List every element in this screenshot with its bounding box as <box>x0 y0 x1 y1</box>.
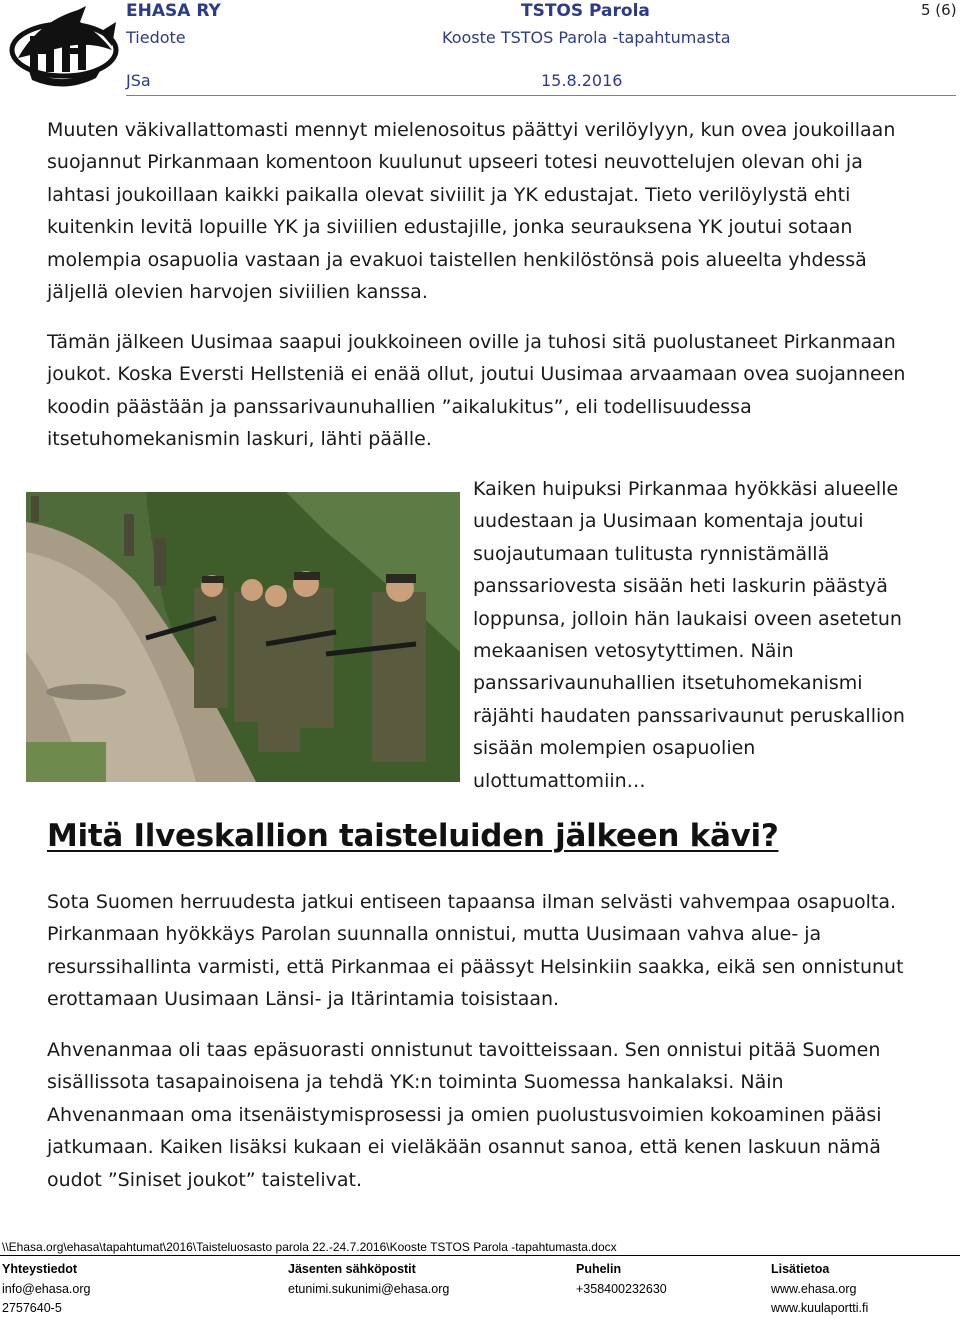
footer-file-path: \\Ehasa.org\ehasa\tapahtumat\2016\Taisteluosasto parola 22.-24.7.2016\Kooste TSTOS Parola -tapahtumasta.docx <box>2 1240 617 1254</box>
footer-member-email-heading: Jäsenten sähköpostit <box>288 1262 416 1276</box>
paragraph-war-continues: Sota Suomen herruudesta jatkui entiseen tapaansa ilman selvästi vahvempaa osapuolta. Pirkanmaan hyökkäys Parolan suunnalla onnistui, mutta Uusimaan vahva alue- ja resurssihallinta varmisti, että Pirkanmaa ei päässyt Helsinkiin saakka, eikä sen onnistunut erottamaan Uusimaan Länsi- ja Itärintamia toisistaan. <box>47 891 904 1011</box>
paragraph-uusimaa-arrival: Tämän jälkeen Uusimaa saapui joukkoineen oville ja tuhosi sitä puolustaneet Pirkanmaan joukot. Koska Eversti Hellsteniä ei enää ollut, joutui Uusimaa arvaamaan ovea suojanneen koodin päästään ja panssarivaunuhallien ”aikalukitus”, eli todellisuudessa itsetuhomekanismin laskuri, lähti päälle. <box>47 331 906 451</box>
header-event: TSTOS Parola <box>521 1 650 21</box>
header-doc-type: Tiedote <box>126 28 186 47</box>
ehasa-logo <box>8 2 120 94</box>
footer-link-ehasa[interactable]: www.ehasa.org <box>771 1282 857 1296</box>
paragraph-massacre: Muuten väkivallattomasti mennyt mielenosoitus päättyi verilöylyyn, kun ovea joukoillaan suojannut Pirkanmaan komentoon kuulunut upseeri totesi neuvottelujen olevan ohi ja lahtasi joukoillaan kaikki paikalla olevat siviilit ja YK edustajat. Tieto verilöylystä ehti kuitenkin levitä lopuille YK ja siviilien edustajille, jonka seurauksena YK joutui sotaan molempia osapuolia vastaan ja evakuoi taistellen henkilöstönsä pois alueelta yhdessä jäljellä olevien harvojen siviilien kanssa. <box>47 119 896 304</box>
footer-phone-heading: Puhelin <box>576 1262 622 1276</box>
footer-business-id: 2757640-5 <box>2 1301 62 1315</box>
footer-contacts-heading: Yhteystiedot <box>2 1262 78 1276</box>
header-author: JSa <box>126 71 151 90</box>
paragraph-final-attack: Kaiken huipuksi Pirkanmaa hyökkäsi alueelle uudestaan ja Uusimaan komentaja joutui suojautumaan tulitusta rynnistämällä panssariovesta sisään heti laskurin päästyä loppunsa, jolloin hän laukaisi oveen asetetun mekaanisen vetosytyttimen. Näin panssarivaunuhallien itsetuhomekanismi räjähti haudaten panssarivaunut peruskallion sisään molempien osapuolien ulottumattomiin… <box>473 478 905 792</box>
section-heading: Mitä Ilveskallion taisteluiden jälkeen kävi? <box>47 818 779 854</box>
header-date: 15.8.2016 <box>541 71 623 90</box>
footer-divider <box>0 1255 960 1256</box>
paragraph-ahvenanmaa: Ahvenanmaa oli taas epäsuorasti onnistunut tavoitteissaan. Sen onnistui pitää Suomen sisällissota tasapainoisena ja tehdä YK:n toiminta Suomessa hankalaksi. Näin Ahvenanmaan oma itsenäistymisprosessi ja omien puolustusvoimien kokoaminen pääsi jatkumaan. Kaiken lisäksi kukaan ei vieläkään osannut sanoa, että kenen laskuun nämä oudot ”Siniset joukot” taistelivat. <box>47 1039 882 1191</box>
page-number: 5 (6) <box>921 1 957 19</box>
footer-link-kuulaportti[interactable]: www.kuulaportti.fi <box>771 1301 869 1315</box>
header-org: EHASA RY <box>126 1 221 21</box>
header-divider <box>126 95 956 96</box>
header-subtitle: Kooste TSTOS Parola -tapahtumasta <box>442 28 731 47</box>
footer-member-email: etunimi.sukunimi@ehasa.org <box>288 1282 450 1296</box>
footer-info-heading: Lisätietoa <box>771 1262 830 1276</box>
footer-contact-email[interactable]: info@ehasa.org <box>2 1282 91 1296</box>
soldiers-photo <box>26 492 460 782</box>
footer-phone: +358400232630 <box>576 1282 667 1296</box>
